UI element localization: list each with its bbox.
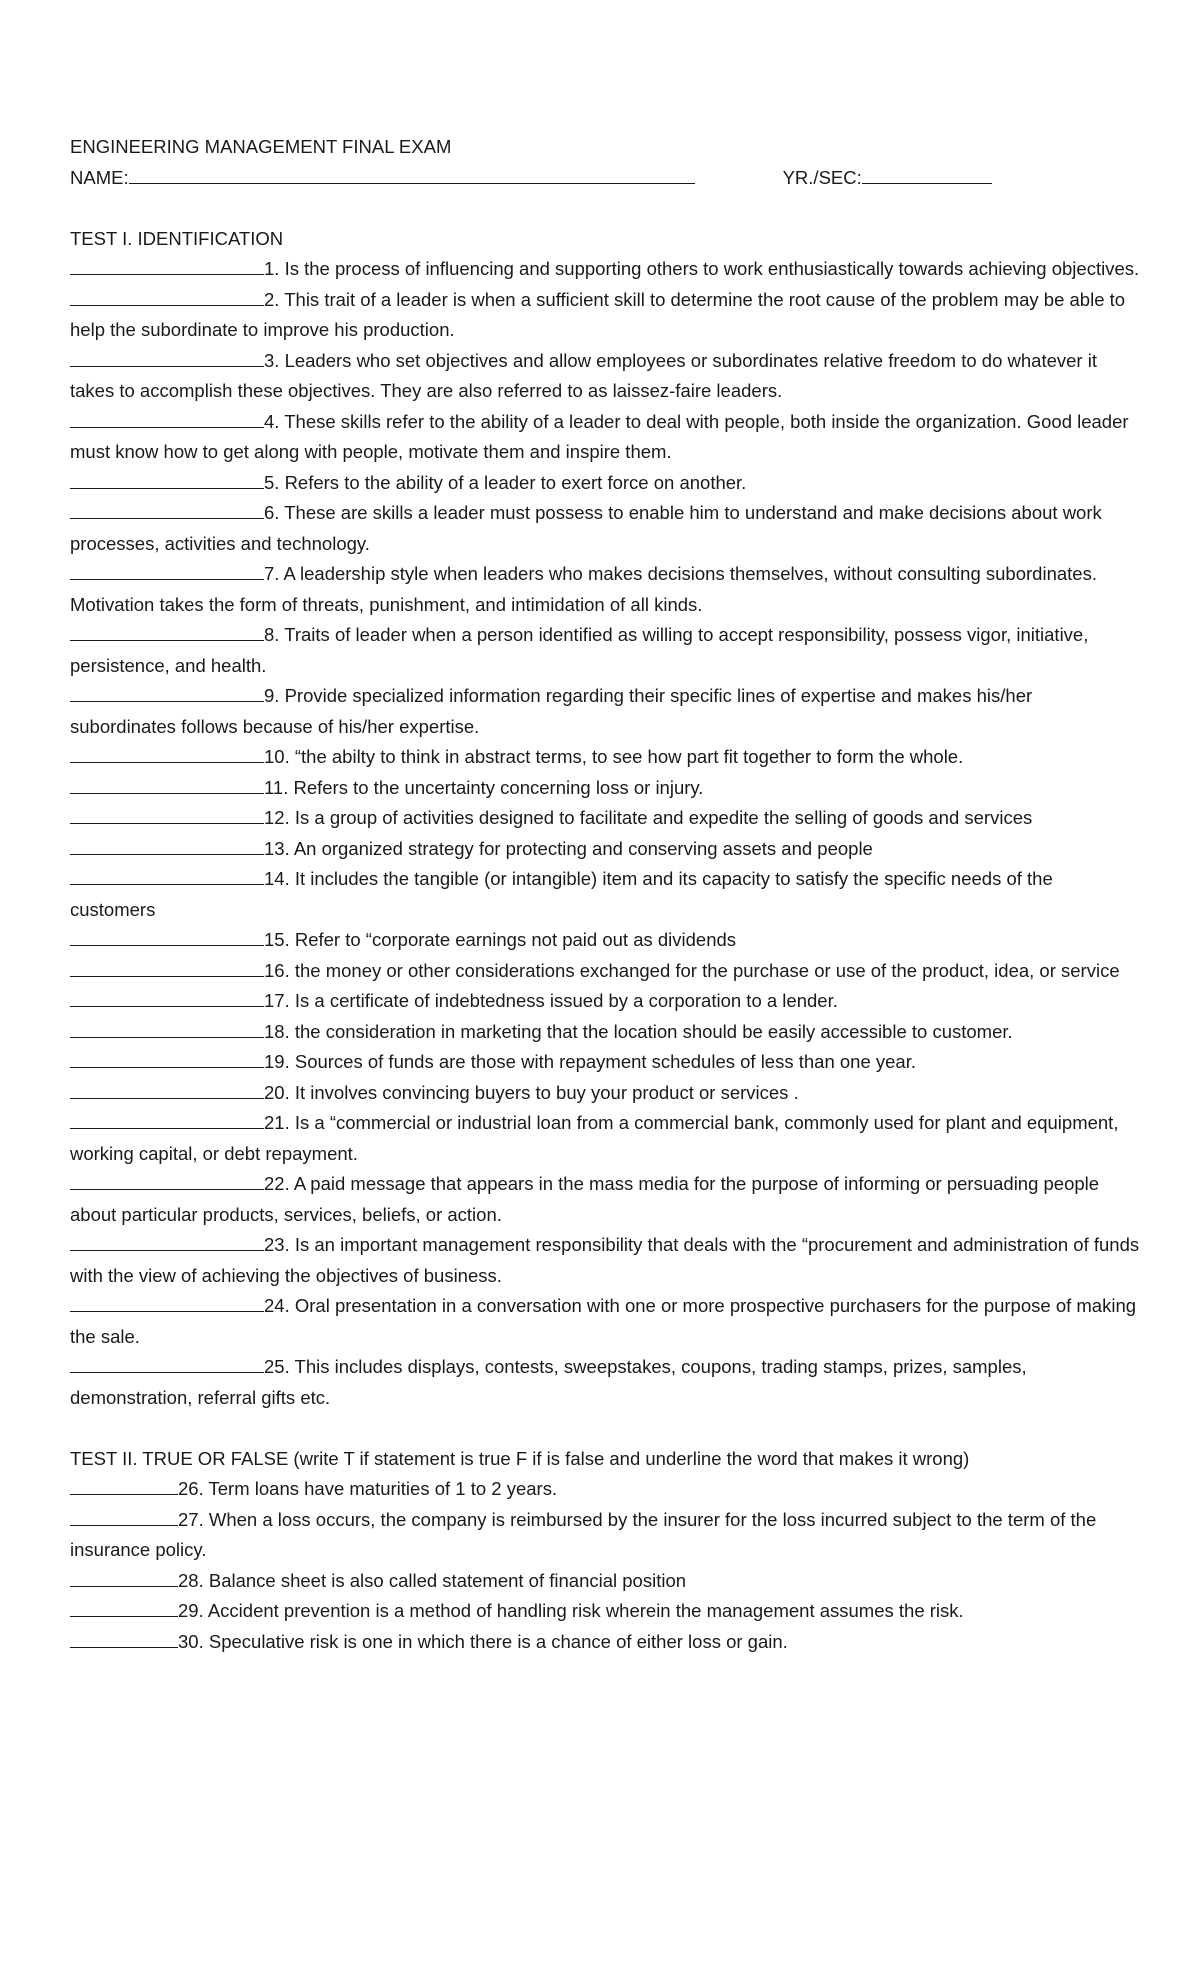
test1-item-18 bbox=[70, 1017, 1142, 1048]
name-blank[interactable] bbox=[129, 163, 695, 184]
test1-item-11 bbox=[70, 773, 1142, 804]
question-text: 1. Is the process of influencing and supporting others to work enthusiastically towards achieving objectives. bbox=[264, 258, 1140, 279]
question-text: 26. Term loans have maturities of 1 to 2 years. bbox=[178, 1478, 558, 1499]
question-text: 11. Refers to the uncertainty concerning loss or injury. bbox=[264, 776, 704, 798]
question-text: 9. Provide specialized information regarding their specific lines of expertise and makes his/her subordinates follows because of his/her expertise. bbox=[70, 685, 1033, 737]
question-text: 28. Balance sheet is also called statement of financial position bbox=[178, 1569, 687, 1591]
test1-item-19 bbox=[70, 1047, 1142, 1078]
question-text: 2. This trait of a leader is when a sufficient skill to determine the root cause of the problem may be able to help the subordinate to improve his production. bbox=[70, 288, 1126, 340]
answer-blank[interactable] bbox=[70, 925, 264, 946]
question-text: 18. the consideration in marketing that the location should be easily accessible to customer. bbox=[264, 1020, 1013, 1042]
question-text: 6. These are skills a leader must possess to enable him to understand and make decisions about work processes, activities and technology. bbox=[70, 502, 1102, 554]
answer-blank[interactable] bbox=[70, 1352, 264, 1373]
question-text: 27. When a loss occurs, the company is reimbursed by the insurer for the loss incurred subject to the term of the insurance policy. bbox=[70, 1508, 1097, 1560]
test1-item-2 bbox=[70, 285, 1142, 346]
answer-blank[interactable] bbox=[70, 1474, 178, 1495]
test1-item-13 bbox=[70, 834, 1142, 865]
question-text: 22. A paid message that appears in the mass media for the purpose of informing or persuading people about particular products, services, beliefs, or action. bbox=[70, 1173, 1100, 1225]
question-text: 7. A leadership style when leaders who makes decisions themselves, without consulting subordinates. Motivation takes the form of threats, punishment, and intimidation of all kinds. bbox=[70, 563, 1097, 615]
question-text: 13. An organized strategy for protecting and conserving assets and people bbox=[264, 837, 873, 859]
answer-blank[interactable] bbox=[70, 1505, 178, 1526]
question-text: 5. Refers to the ability of a leader to exert force on another. bbox=[264, 471, 747, 493]
question-text: 15. Refer to “corporate earnings not paid out as dividends bbox=[264, 929, 737, 950]
answer-blank[interactable] bbox=[70, 254, 264, 275]
answer-blank[interactable] bbox=[70, 498, 264, 519]
answer-blank[interactable] bbox=[70, 1566, 178, 1587]
test1-item-7 bbox=[70, 559, 1142, 620]
test2-item-30 bbox=[70, 1627, 1142, 1658]
question-text: 19. Sources of funds are those with repayment schedules of less than one year. bbox=[264, 1051, 916, 1072]
test1-item-20 bbox=[70, 1078, 1142, 1109]
test2-item-29 bbox=[70, 1596, 1142, 1627]
question-text: 23. Is an important management responsibility that deals with the “procurement and administration of funds with the view of achieving the objectives of business. bbox=[70, 1234, 1140, 1286]
answer-blank[interactable] bbox=[70, 285, 264, 306]
test1-item-1 bbox=[70, 254, 1142, 285]
test2-item-26 bbox=[70, 1474, 1142, 1505]
answer-blank[interactable] bbox=[70, 559, 264, 580]
test1-item-22 bbox=[70, 1169, 1142, 1230]
question-text: 4. These skills refer to the ability of a leader to deal with people, both inside the organization. Good leader must know how to get along with people, motivate them and inspire them. bbox=[70, 410, 1129, 462]
answer-blank[interactable] bbox=[70, 468, 264, 489]
test1-item-5 bbox=[70, 468, 1142, 499]
answer-blank[interactable] bbox=[70, 803, 264, 824]
test1-item-3 bbox=[70, 346, 1142, 407]
question-text: 12. Is a group of activities designed to facilitate and expedite the selling of goods and services bbox=[264, 807, 1033, 828]
test2-item-27 bbox=[70, 1505, 1142, 1566]
test1-item-10 bbox=[70, 742, 1142, 773]
spacer bbox=[70, 193, 1142, 224]
yr-sec-label: YR./SEC: bbox=[782, 166, 862, 188]
answer-blank[interactable] bbox=[70, 1108, 264, 1129]
answer-blank[interactable] bbox=[70, 1047, 264, 1068]
question-text: 17. Is a certificate of indebtedness issued by a corporation to a lender. bbox=[264, 990, 838, 1011]
question-text: 30. Speculative risk is one in which there is a chance of either loss or gain. bbox=[178, 1630, 788, 1652]
test1-item-14 bbox=[70, 864, 1142, 925]
answer-blank[interactable] bbox=[70, 407, 264, 428]
exam-page bbox=[70, 132, 1142, 1657]
test1-item-9 bbox=[70, 681, 1142, 742]
answer-blank[interactable] bbox=[70, 681, 264, 702]
test1-title: TEST I. IDENTIFICATION bbox=[70, 227, 284, 249]
test1-item-16 bbox=[70, 956, 1142, 987]
question-text: 3. Leaders who set objectives and allow employees or subordinates relative freedom to do whatever it takes to accomplish these objectives. They are also referred to as laissez-faire leaders. bbox=[70, 349, 1097, 401]
yr-sec-blank[interactable] bbox=[862, 163, 992, 184]
answer-blank[interactable] bbox=[70, 1078, 264, 1099]
question-text: 14. It includes the tangible (or intangible) item and its capacity to satisfy the specific needs of the customers bbox=[70, 868, 1053, 920]
spacer bbox=[70, 1413, 1142, 1444]
question-text: 16. the money or other considerations exchanged for the purchase or use of the product, idea, or service bbox=[264, 959, 1120, 981]
student-info-row bbox=[70, 163, 1142, 194]
test1-item-8 bbox=[70, 620, 1142, 681]
test1-item-23 bbox=[70, 1230, 1142, 1291]
answer-blank[interactable] bbox=[70, 1596, 178, 1617]
question-text: 20. It involves convincing buyers to buy your product or services . bbox=[264, 1081, 799, 1103]
question-text: 21. Is a “commercial or industrial loan from a commercial bank, commonly used for plant and equipment, working capital, or debt repayment. bbox=[70, 1112, 1119, 1164]
question-text: 10. “the abilty to think in abstract terms, to see how part fit together to form the whole. bbox=[264, 746, 964, 767]
test1-item-4 bbox=[70, 407, 1142, 468]
test1-item-25 bbox=[70, 1352, 1142, 1413]
answer-blank[interactable] bbox=[70, 346, 264, 367]
question-text: 8. Traits of leader when a person identified as willing to accept responsibility, possess vigor, initiative, persistence, and health. bbox=[70, 624, 1089, 676]
name-label: NAME: bbox=[70, 166, 129, 188]
question-text: 25. This includes displays, contests, sweepstakes, coupons, trading stamps, prizes, samples, demonstration, referral gifts etc. bbox=[70, 1356, 1027, 1408]
answer-blank[interactable] bbox=[70, 1017, 264, 1038]
answer-blank[interactable] bbox=[70, 620, 264, 641]
test2-title: TEST II. TRUE OR FALSE (write T if statement is true F if is false and underline the word that makes it wrong) bbox=[70, 1447, 970, 1469]
answer-blank[interactable] bbox=[70, 864, 264, 885]
test1-item-6 bbox=[70, 498, 1142, 559]
question-text: 24. Oral presentation in a conversation with one or more prospective purchasers for the purpose of making the sale. bbox=[70, 1295, 1137, 1347]
answer-blank[interactable] bbox=[70, 1627, 178, 1648]
test1-item-24 bbox=[70, 1291, 1142, 1352]
question-text: 29. Accident prevention is a method of handling risk wherein the management assumes the risk. bbox=[178, 1600, 964, 1621]
answer-blank[interactable] bbox=[70, 834, 264, 855]
answer-blank[interactable] bbox=[70, 1169, 264, 1190]
test2-item-28 bbox=[70, 1566, 1142, 1597]
test1-item-15 bbox=[70, 925, 1142, 956]
answer-blank[interactable] bbox=[70, 986, 264, 1007]
answer-blank[interactable] bbox=[70, 742, 264, 763]
answer-blank[interactable] bbox=[70, 956, 264, 977]
test1-item-17 bbox=[70, 986, 1142, 1017]
test1-item-12 bbox=[70, 803, 1142, 834]
answer-blank[interactable] bbox=[70, 1230, 264, 1251]
exam-title: ENGINEERING MANAGEMENT FINAL EXAM bbox=[70, 136, 452, 157]
answer-blank[interactable] bbox=[70, 1291, 264, 1312]
answer-blank[interactable] bbox=[70, 773, 264, 794]
test1-item-21 bbox=[70, 1108, 1142, 1169]
